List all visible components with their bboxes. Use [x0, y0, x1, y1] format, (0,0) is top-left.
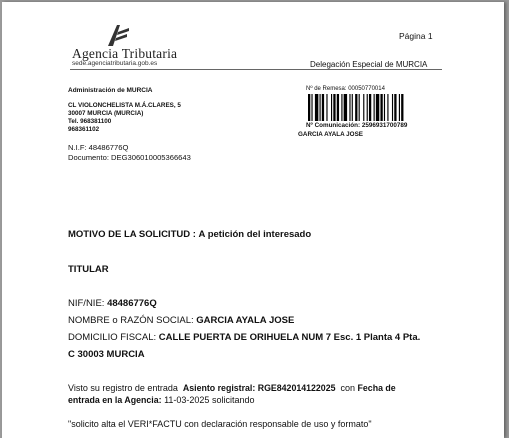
delegacion-label: Delegación Especial de MURCIA: [310, 60, 428, 69]
documento-line: Documento: DEG306010005366643: [68, 153, 191, 162]
nif-row: [68, 298, 157, 309]
fecha-value: 11-03-2025: [164, 395, 210, 405]
con-text: con: [340, 383, 356, 393]
recipient-name: GARCIA AYALA JOSE: [298, 131, 363, 138]
motivo-line: [68, 229, 311, 240]
solicitando-text: solicitando: [211, 395, 255, 405]
address-line: 968361102: [68, 126, 100, 133]
agency-url: sede.agenciatributaria.gob.es: [72, 60, 158, 67]
domicilio-value: CALLE PUERTA DE ORIHUELA NUM 7 Esc. 1 Planta 4 Pta.: [158, 332, 421, 343]
document-page: [2, 2, 504, 438]
nombre-row: [68, 315, 294, 326]
nif-label: NIF/NIE:: [68, 298, 105, 309]
fecha-label-continued: entrada en la Agencia:: [68, 395, 162, 405]
domicilio-label: DOMICILIO FISCAL:: [68, 332, 157, 343]
motivo-label: MOTIVO DE LA SOLICITUD :: [68, 229, 196, 240]
registro-line: [68, 383, 396, 393]
agency-name: Agencia Tributaria: [72, 46, 178, 61]
solicitud-quote: "solicito alta el VERI*FACTU con declaración responsable de uso y formato": [68, 419, 372, 429]
titular-heading: TITULAR: [68, 264, 109, 275]
remesa-number: Nº de Remesa: 00050770014: [306, 86, 385, 92]
address-line: Tel. 968381100: [68, 118, 112, 125]
domicilio-value-continued: C 30003 MURCIA: [68, 349, 145, 360]
page-number: Página 1: [399, 31, 433, 41]
nif-value: 48486776Q: [107, 298, 157, 309]
fecha-label: Fecha de: [357, 383, 396, 393]
barcode-icon: [308, 94, 451, 121]
header-divider: [70, 69, 442, 70]
agencia-tributaria-logo-icon: [105, 22, 131, 48]
address-line: CL VIOLONCHELISTA M.Á.CLARES, 5: [68, 102, 181, 109]
nombre-value: GARCIA AYALA JOSE: [196, 315, 295, 326]
domicilio-row: [68, 332, 420, 343]
registro-prefix: Visto su registro de entrada: [68, 383, 178, 393]
fecha-line: [68, 395, 254, 405]
address-line: 30007 MURCIA (MURCIA): [68, 110, 144, 117]
comunicacion-number: Nº Comunicación: 2596931700789: [306, 122, 408, 129]
administracion-line: Administración de MURCIA: [68, 87, 153, 94]
asiento-registral: Asiento registral: RGE842014122025: [182, 383, 336, 393]
nif-line: N.I.F: 48486776Q: [68, 143, 129, 152]
motivo-value: A petición del interesado: [198, 229, 312, 240]
nombre-label: NOMBRE o RAZÓN SOCIAL:: [68, 315, 194, 326]
